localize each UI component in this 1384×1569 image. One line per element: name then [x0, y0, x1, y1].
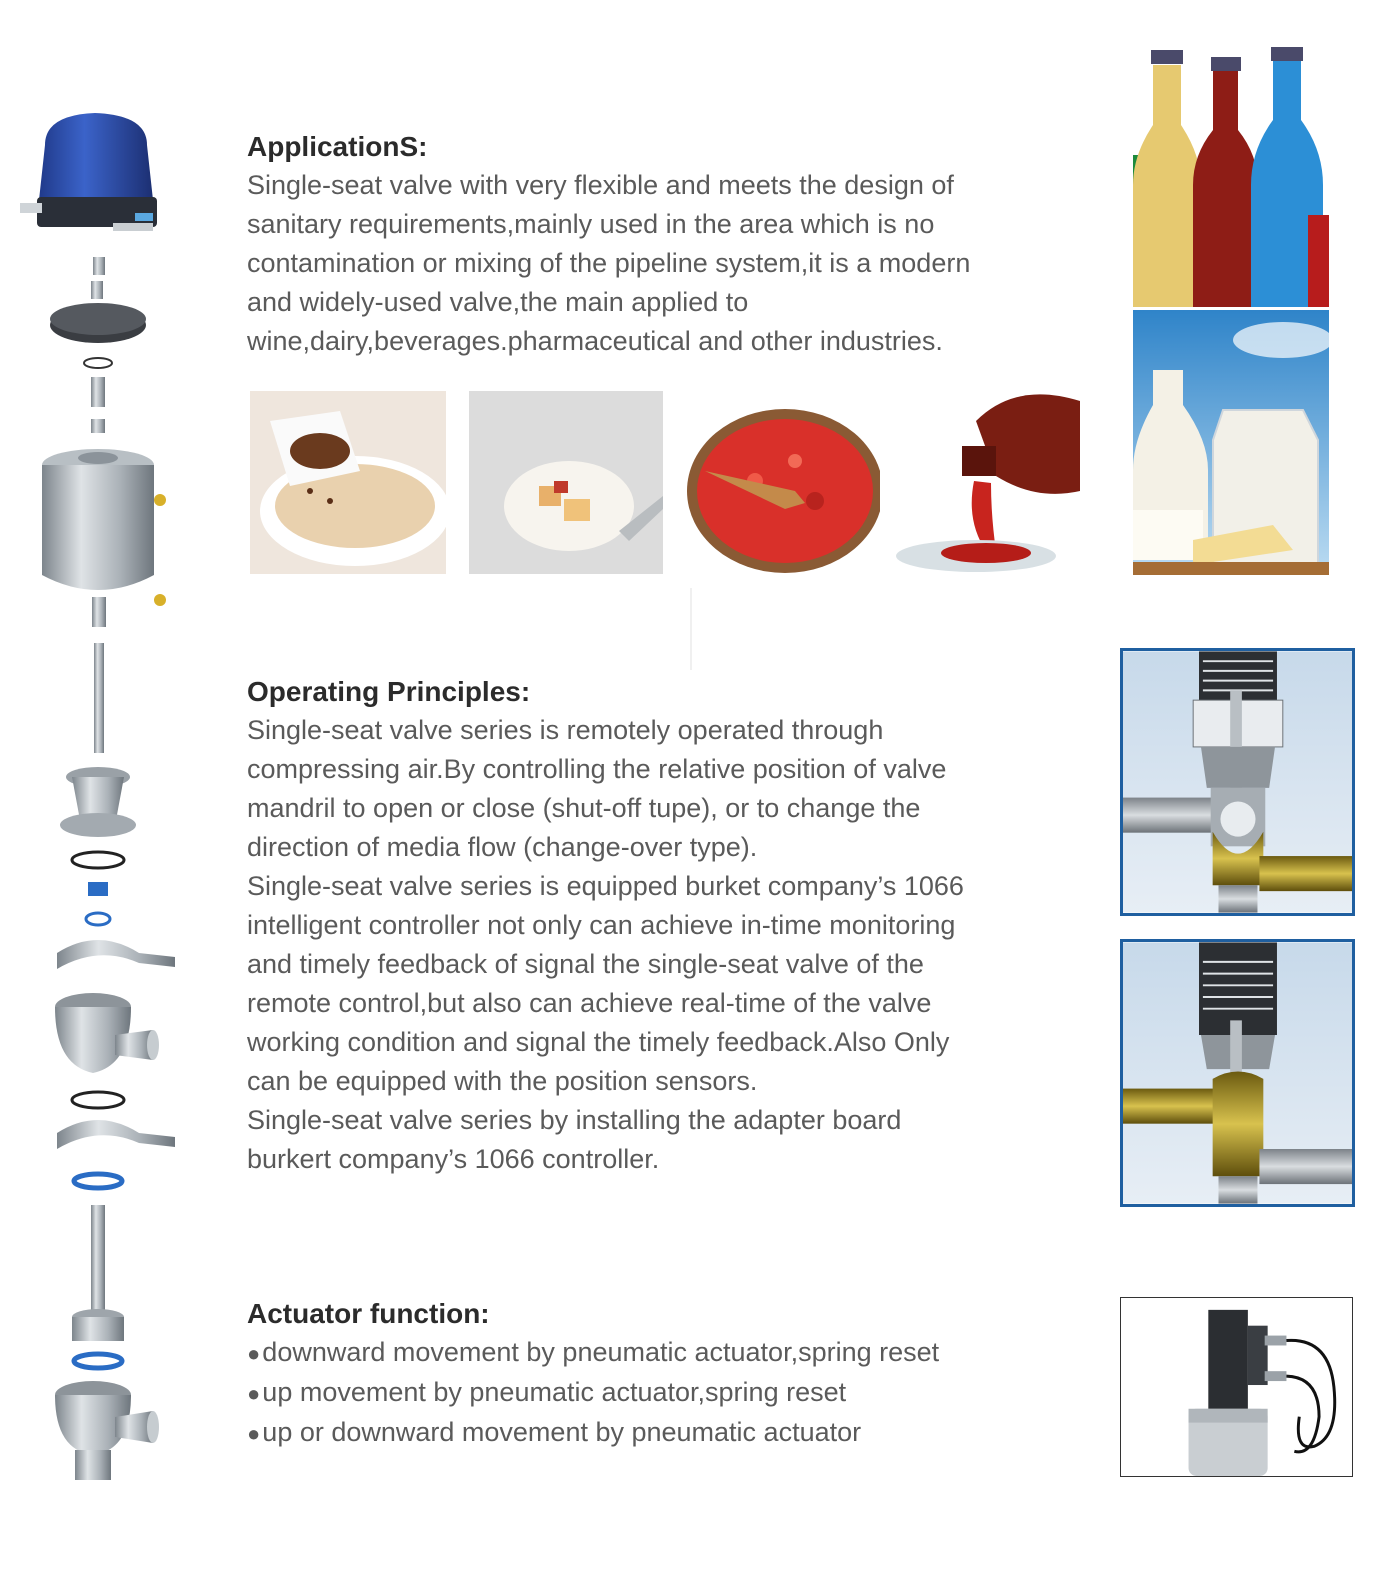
exploded-valve-diagram [15, 105, 190, 1495]
operating-heading: Operating Principles: [247, 676, 531, 707]
actuator-bullet-item: ● downward movement by pneumatic actuator,spring reset [247, 1333, 1077, 1373]
threaded-rod-part [94, 643, 104, 753]
coffee-photo [250, 391, 446, 574]
adapter-plate-part [50, 303, 146, 343]
operating-line: burkert company’s 1066 controller. [247, 1144, 660, 1174]
valve-section-closed-diagram [1120, 648, 1355, 916]
actuator-bullet-item: ● up or downward movement by pneumatic actuator [247, 1413, 1077, 1453]
valve-housing-lower-part [55, 1381, 159, 1480]
operating-line: and timely feedback of signal the single-seat valve of the [247, 949, 924, 979]
yogurt-photo [469, 391, 663, 574]
seal-blue-part [88, 882, 108, 896]
seal-ring-part [86, 913, 110, 925]
gasket-part [72, 852, 124, 868]
applications-line: Single-seat valve with very flexible and meets the design of [247, 170, 954, 200]
gasket-lower-part [72, 1092, 124, 1108]
applications-line: sanitary requirements,mainly used in the area which is no [247, 209, 935, 239]
valve-housing-upper-part [55, 993, 159, 1073]
actuator-bullet-item: ● up movement by pneumatic actuator,spring reset [247, 1373, 1077, 1413]
position-sensor-photo [1120, 1297, 1353, 1477]
beverage-bottles-photo [1133, 45, 1329, 307]
operating-line: Single-seat valve series by installing the adapter board [247, 1105, 902, 1135]
valve-plug-part [72, 1205, 124, 1341]
actuator-heading: Actuator function: [247, 1298, 490, 1329]
operating-line: intelligent controller not only can achieve in-time monitoring [247, 910, 956, 940]
operating-line: working condition and signal the timely feedback.Also Only [247, 1027, 950, 1057]
operating-line: compressing air.By controlling the relative position of valve [247, 754, 947, 784]
divider-line [690, 588, 692, 670]
operating-line: direction of media flow (change-over type). [247, 832, 758, 862]
actuator-cylinder-part [42, 449, 166, 627]
stem-coupling-part [91, 377, 105, 407]
operating-line: remote control,but also can achieve real-time of the valve [247, 988, 932, 1018]
tomato-sauce-photo [685, 391, 880, 574]
actuator-function-section [247, 1294, 1077, 1453]
operating-line: Single-seat valve series is remotely operated through [247, 715, 884, 745]
applications-line: contamination or mixing of the pipeline system,it is a modern [247, 248, 971, 278]
valve-section-open-diagram [1120, 939, 1355, 1207]
seal-blue-ring-lower-part [74, 1354, 122, 1368]
operating-line: Single-seat valve series is equipped burket company’s 1066 [247, 871, 964, 901]
applications-line: and widely-used valve,the main applied to [247, 287, 749, 317]
clamp-part-upper [57, 940, 175, 969]
bolts-part [91, 257, 105, 299]
operating-principles-section [247, 672, 1077, 1179]
control-head-part [20, 113, 157, 231]
applications-section [247, 127, 1077, 361]
lantern-bracket-part [60, 767, 136, 837]
dairy-milk-photo [1133, 310, 1329, 575]
syrup-photo [896, 391, 1080, 574]
seal-blue-ring-part [74, 1174, 122, 1188]
o-ring-part [84, 358, 112, 368]
applications-line: wine,dairy,beverages.pharmaceutical and other industries. [247, 326, 943, 356]
clamp-part-lower [57, 1120, 175, 1149]
operating-line: mandril to open or close (shut-off tupe), or to change the [247, 793, 921, 823]
actuator-bullet-list [247, 1333, 1077, 1453]
nut-part [91, 419, 105, 433]
operating-line: can be equipped with the position sensors. [247, 1066, 758, 1096]
applications-heading: ApplicationS: [247, 131, 428, 162]
